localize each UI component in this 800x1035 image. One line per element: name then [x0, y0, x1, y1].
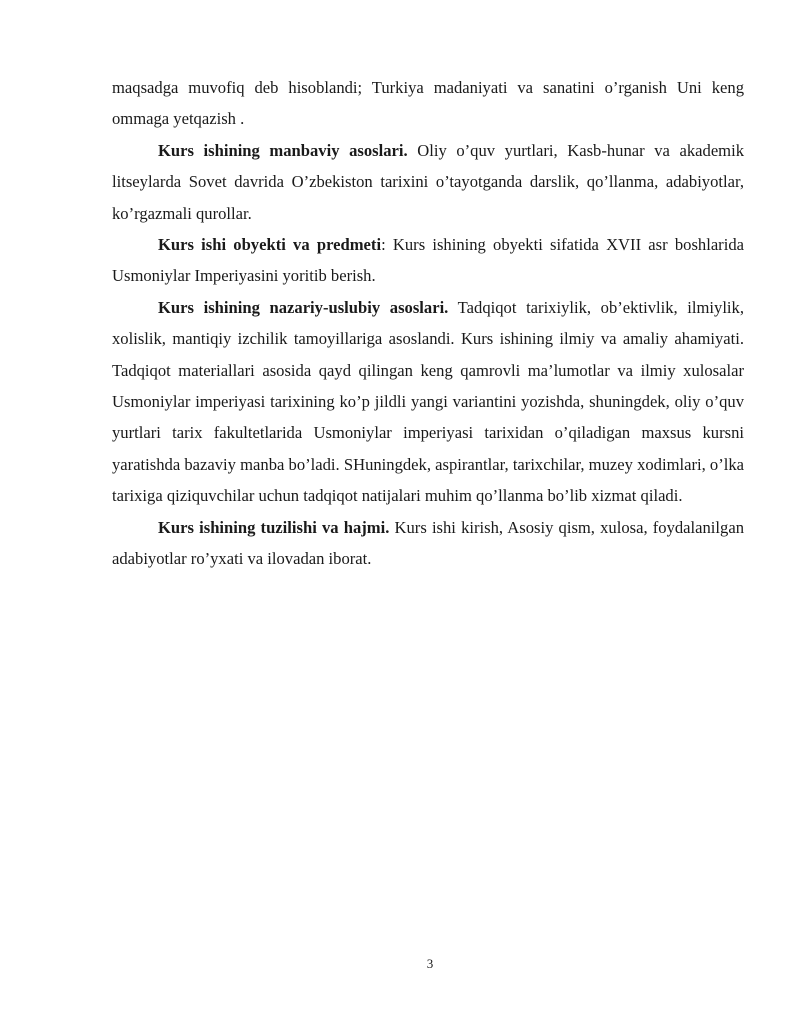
- paragraph-text: Tadqiqot tarixiylik, ob’ektivlik, ilmiylik, xolislik, mantiqiy izchilik tamoyillariga asoslandi. Kurs ishining ilmiy va amaliy ahamiyati. Tadqiqot materiallari asosida qayd qilingan keng qamrovli ma’lumotlar va ilmiy xulosalar Usmoniylar imperiyasi tarixining ko’p jildli yangi variantini yozishda, shuningdek, oliy o’quv yurtlari tarix fakultetlarida Usmoniylar imperiyasi tarixidan o’qiladigan maxsus kursni yaratishda bazaviy manba bo’ladi. SHuningdek, aspirantlar, tarixchilar, muzey xodimlari, o’lka tarixiga qiziquvchilar uchun tadqiqot natijalari muhim qo’llanma bo’lib xizmat qiladi.: [112, 297, 744, 506]
- paragraph-methodology: [112, 292, 744, 512]
- paragraph-text: maqsadga muvofiq deb hisoblandi; Turkiya madaniyati va sanatini o’rganish Uni keng ommaga yetqazish .: [112, 78, 744, 129]
- paragraph-continuation: [112, 72, 744, 135]
- paragraph-heading: Kurs ishining nazariy-uslubiy asoslari.: [158, 297, 449, 317]
- body-text: [112, 72, 744, 575]
- paragraph-text: Kurs ishi kirish, Asosiy qism, xulosa, foydalanilgan adabiyotlar ro’yxati va ilovadan iborat.: [112, 517, 744, 569]
- paragraph-structure: [112, 512, 744, 575]
- paragraph-text: : Kurs ishining obyekti sifatida XVII asr boshlarida Usmoniylar Imperiyasini yoritib berish.: [112, 235, 744, 286]
- paragraph-sources: [112, 135, 744, 229]
- paragraph-heading: Kurs ishining tuzilishi va hajmi.: [158, 517, 390, 537]
- paragraph-heading: Kurs ishi obyekti va predmeti: [158, 235, 382, 255]
- page-number: 3: [426, 956, 434, 971]
- paragraph-object-subject: [112, 229, 744, 292]
- paragraph-text: Oliy o’quv yurtlari, Kasb-hunar va akademik litseylarda Sovet davrida O’zbekiston tarixini o’tayotganda darslik, qo’llanma, adabiyotlar, ko’rgazmali qurollar.: [112, 140, 744, 223]
- paragraph-heading: Kurs ishining manbaviy asoslari.: [158, 140, 408, 160]
